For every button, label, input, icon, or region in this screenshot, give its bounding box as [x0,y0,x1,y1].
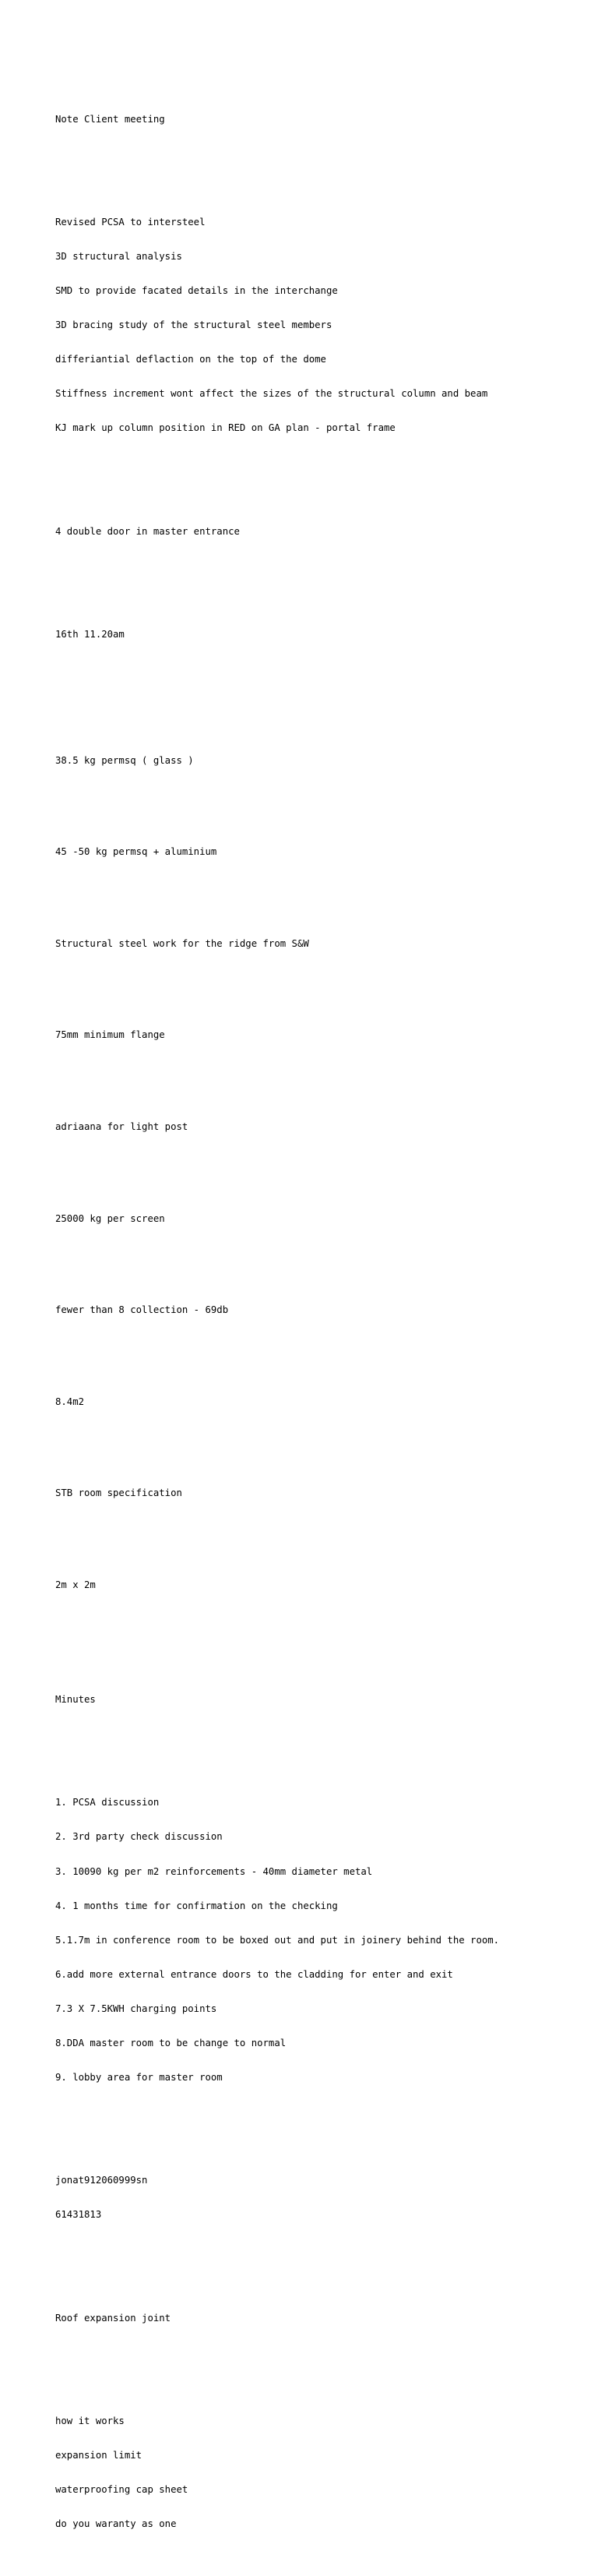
door-note: 4 double door in master entrance [55,525,240,537]
spec-item: adriaana for light post [55,1121,188,1133]
topic-line: SMD to provide facated details in the interchange [55,285,338,296]
door-note-block [55,503,585,560]
topic-line: Stiffness increment wont affect the sizes of the structural column and beam [55,388,488,400]
spec-item-block [55,1007,585,1064]
minutes-item: 3. 10090 kg per m2 reinforcements - 40mm diameter metal [55,1865,373,1877]
minutes-item: 4. 1 months time for confirmation on the checking [55,1900,338,1911]
spec-item: fewer than 8 collection - 69db [55,1304,229,1316]
topics-list [55,193,585,457]
spec-item: 45 -50 kg permsq + aluminium [55,846,217,858]
spec-item-block [55,1557,585,1614]
roof-item: waterproofing cap sheet [55,2484,188,2496]
spec-item-block [55,1282,585,1339]
minutes-item: 8.DDA master room to be change to normal [55,2037,287,2048]
spec-item-block [55,1190,585,1247]
spec-item-block [55,732,585,789]
roof-item: how it works [55,2415,125,2427]
time-note: 16th 11.20am [55,628,125,640]
spec-item: 38.5 kg permsq ( glass ) [55,754,194,766]
spec-item: 8.4m2 [55,1396,85,1407]
spec-item: 75mm minimum flange [55,1029,165,1041]
spec-item: 25000 kg per screen [55,1212,165,1224]
minutes-item: 5.1.7m in conference room to be boxed out and put in joinery behind the room. [55,1934,500,1946]
codes-block [55,2152,585,2244]
roof-item: do you waranty as one [55,2518,177,2530]
spec-item-block [55,1465,585,1523]
code-line: 61431813 [55,2209,102,2221]
minutes-item: 2. 3rd party check discussion [55,1831,223,1843]
minutes-item: 6.add more external entrance doors to the cladding for enter and exit [55,1968,453,1980]
note-title-block [55,90,585,148]
note-document [55,56,585,2576]
minutes-heading: Minutes [55,1694,96,1706]
spec-item: 2m x 2m [55,1579,96,1591]
roof-items-list [55,2393,585,2553]
topic-line: 3D structural analysis [55,250,182,262]
minutes-heading-block [55,1671,585,1729]
topic-line: KJ mark up column position in RED on GA plan - portal frame [55,422,396,434]
spec-item: STB room specification [55,1487,182,1499]
topic-line: differiantial deflaction on the top of the dome [55,354,326,365]
code-line: jonat912060999sn [55,2175,148,2186]
minutes-item: 1. PCSA discussion [55,1797,160,1808]
spec-item-block [55,1099,585,1156]
roof-item: expansion limit [55,2450,142,2461]
roof-heading: Roof expansion joint [55,2312,171,2324]
minutes-item: 9. lobby area for master room [55,2072,223,2084]
minutes-item: 7.3 X 7.5KWH charging points [55,2003,217,2014]
spec-item-block [55,1373,585,1431]
spec-item-block [55,824,585,881]
spec-item-block [55,915,585,972]
roof-heading-block [55,2289,585,2347]
note-title: Note Client meeting [55,113,165,125]
time-note-block [55,606,585,664]
spec-item: Structural steel work for the ridge from S&W [55,937,309,949]
topic-line: 3D bracing study of the structural steel members [55,319,332,331]
topic-line: Revised PCSA to intersteel [55,216,206,228]
minutes-list [55,1774,585,2106]
